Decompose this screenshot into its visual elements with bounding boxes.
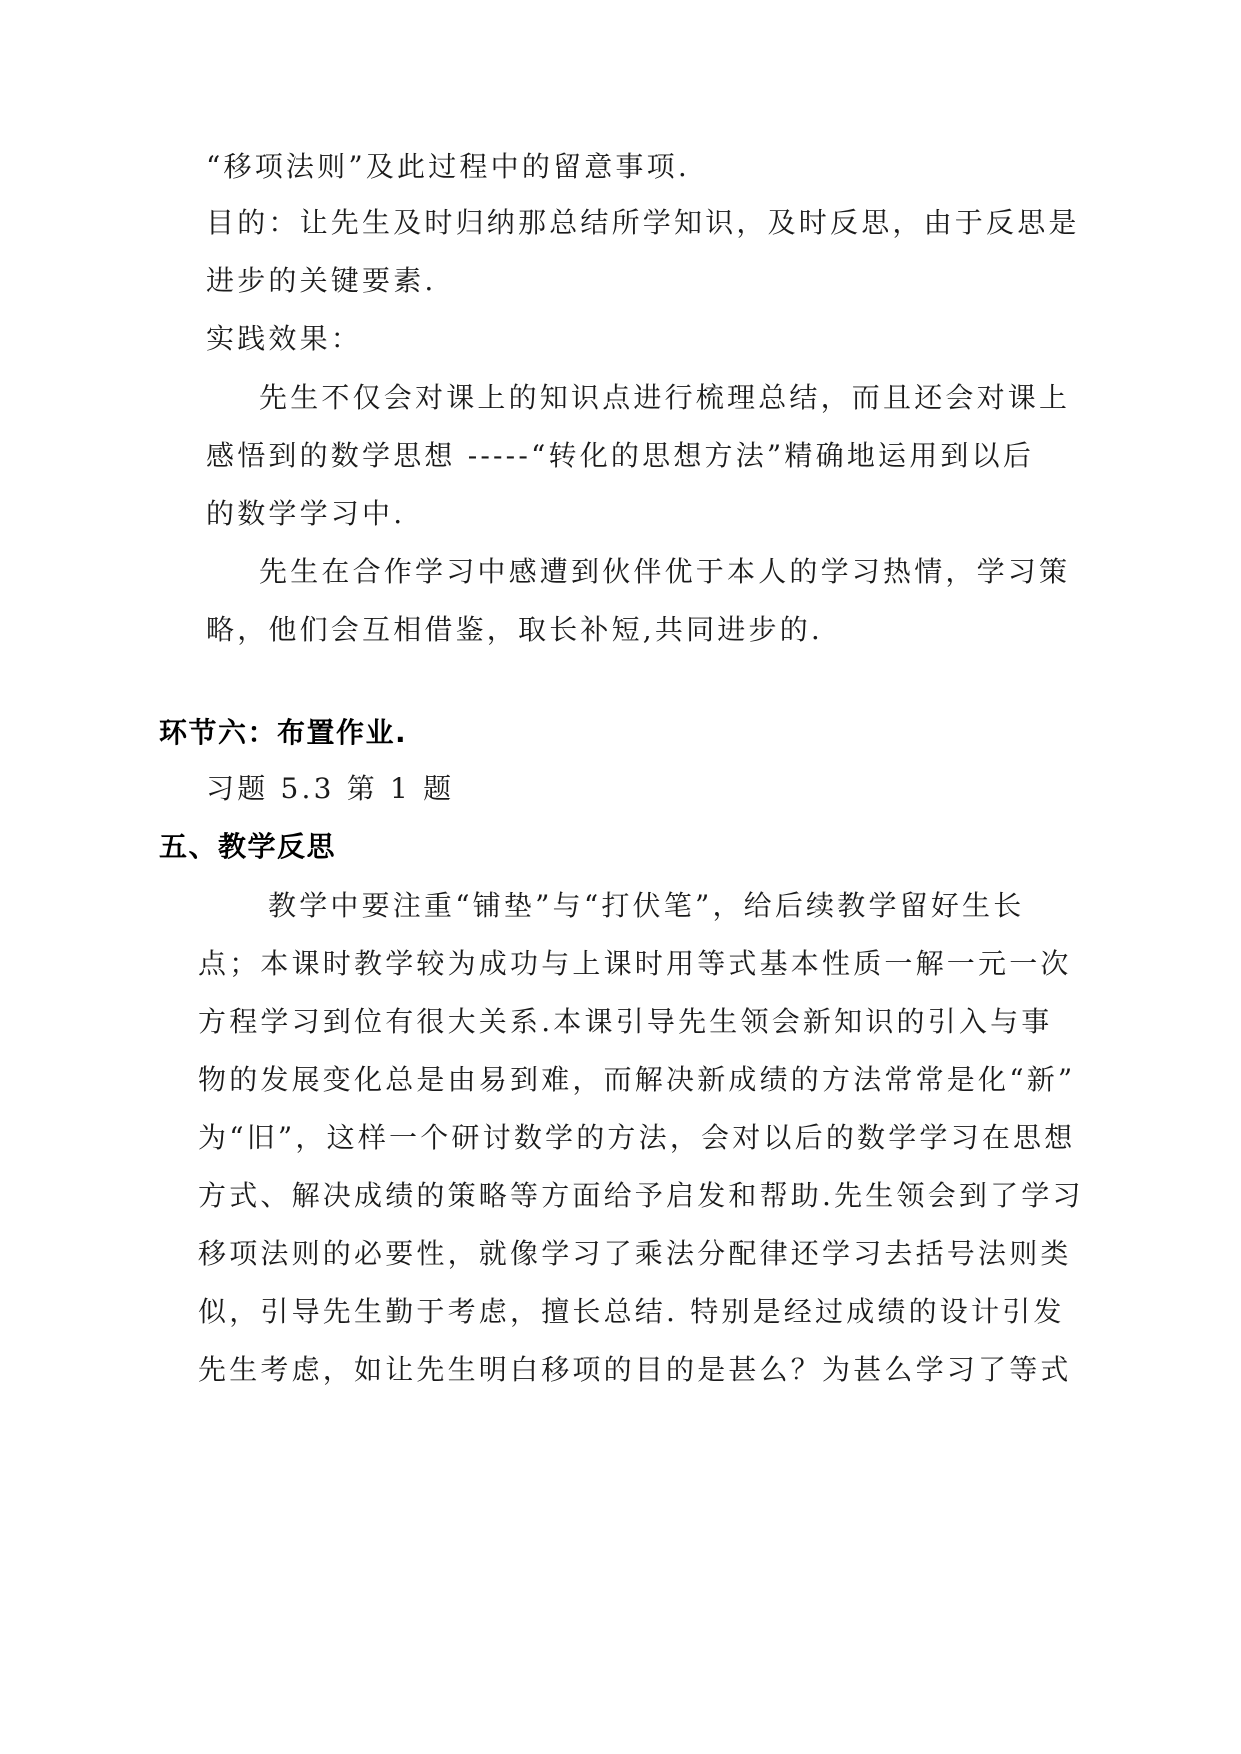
text-line: 先生考虑，如让先生明白移项的目的是甚么？为甚么学习了等式	[198, 1353, 1072, 1386]
text-line: 似，引导先生勤于考虑，擅长总结. 特别是经过成绩的设计引发	[198, 1295, 1065, 1328]
text-line: 教学中要注重“铺垫”与“打伏笔”，给后续教学留好生长	[268, 889, 1025, 922]
text-line: 先生在合作学习中感遭到伙伴优于本人的学习热情，学习策	[259, 555, 1071, 588]
text-line: 物的发展变化总是由易到难，而解决新成绩的方法常常是化“新”	[198, 1063, 1076, 1096]
text-line: 点；本课时教学较为成功与上课时用等式基本性质一解一元一次	[198, 947, 1072, 980]
text-line: 方式、解决成绩的策略等方面给予启发和帮助.先生领会到了学习	[198, 1179, 1084, 1212]
text-line: 的数学学习中.	[206, 497, 406, 530]
text-line: 先生不仅会对课上的知识点进行梳理总结，而且还会对课上	[259, 381, 1071, 414]
text-line: 目的：让先生及时归纳那总结所学知识，及时反思，由于反思是	[206, 206, 1080, 239]
step6-heading: 环节六：布置作业.	[159, 716, 408, 749]
text-line: “移项法则”及此过程中的留意事项.	[206, 150, 690, 183]
text-line: 进步的关键要素.	[206, 264, 437, 297]
text-line: 移项法则的必要性，就像学习了乘法分配律还学习去括号法则类	[198, 1237, 1072, 1270]
text-line: 为“旧”，这样一个研讨数学的方法，会对以后的数学学习在思想	[198, 1121, 1076, 1154]
text-line: 感悟到的数学思想 -----“转化的思想方法”精确地运用到以后	[206, 439, 1035, 472]
text-line: 略，他们会互相借鉴，取长补短,共同进步的.	[206, 613, 824, 646]
text-line: 实践效果：	[206, 322, 363, 355]
section5-heading: 五、教学反思	[159, 830, 337, 863]
homework-line: 习题 5.3 第 1 题	[206, 772, 455, 805]
text-line: 方程学习到位有很大关系.本课引导先生领会新知识的引入与事	[198, 1005, 1053, 1038]
